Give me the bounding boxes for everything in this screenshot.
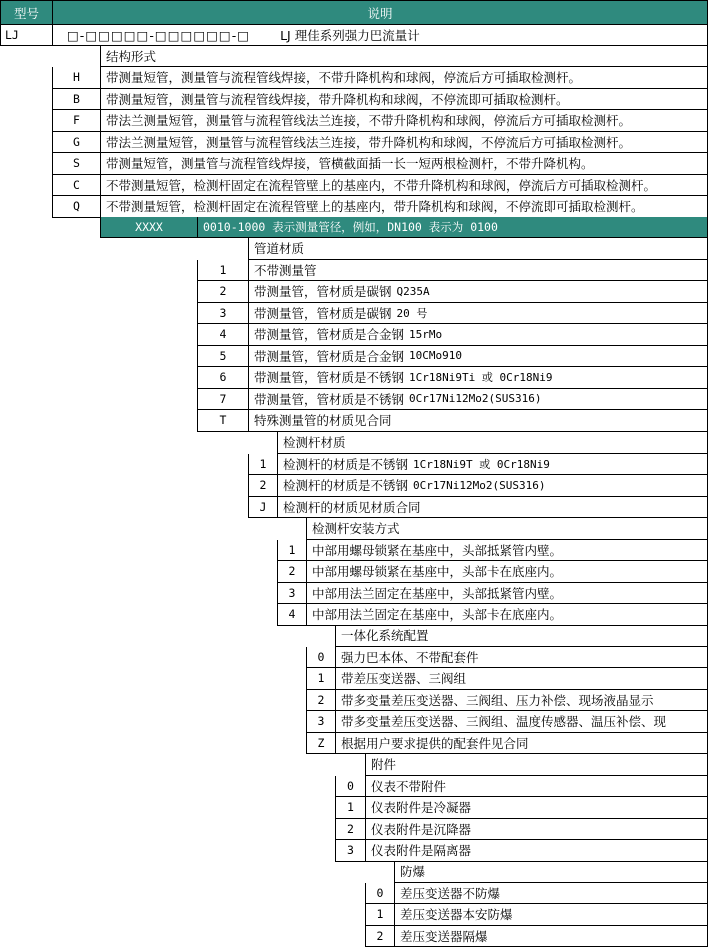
explosion-code xyxy=(365,926,394,948)
integration-code xyxy=(306,668,335,690)
model-row xyxy=(52,25,708,46)
integration-code xyxy=(306,690,335,712)
section-title: 附件 xyxy=(371,757,397,773)
option-code-value: 1 xyxy=(376,907,384,922)
section-title: 一体化系统配置 xyxy=(341,628,429,644)
option-material-grade: Q235A xyxy=(396,284,430,298)
option-code-value: Z xyxy=(317,735,325,750)
structure-title: 结构形式 xyxy=(100,46,708,67)
structure-code xyxy=(52,196,100,218)
structure-code-value: H xyxy=(73,70,80,85)
option-description: 检测杆的材质是不锈钢 xyxy=(283,478,409,494)
option-code-value: J xyxy=(259,499,267,514)
option-code-value: 1 xyxy=(317,671,325,686)
pipe-material-row xyxy=(248,367,708,389)
structure-code xyxy=(52,153,100,175)
structure-code-value: B xyxy=(73,91,80,106)
accessory-row xyxy=(365,797,708,819)
rod-install-row xyxy=(306,583,708,605)
accessory-code xyxy=(335,776,365,798)
option-description: 检测杆的材质是不锈钢 xyxy=(283,456,409,472)
option-code-value: 7 xyxy=(219,391,227,406)
option-description: 带测量管，管材质是不锈钢 xyxy=(254,370,405,386)
option-description: 带测量管，管材质是合金钢 xyxy=(254,327,405,343)
option-code-value: 6 xyxy=(219,370,227,385)
structure-row xyxy=(100,196,708,218)
series-name: LJ 理佳系列强力巴流量计 xyxy=(280,28,420,43)
rod-install-code xyxy=(277,583,306,605)
option-description: 带测量管，管材质是不锈钢 xyxy=(254,391,405,407)
accessory-row xyxy=(365,840,708,862)
option-code-value: 0 xyxy=(317,649,325,664)
rod-install-code xyxy=(277,540,306,562)
integration-row xyxy=(335,733,708,755)
structure-description: 带测量短管，测量管与流程管线焊接，不带升降机构和球阀，停流后方可插取检测杆。 xyxy=(106,70,582,86)
rod-material-row xyxy=(277,497,708,519)
diameter-description: 0010-1000 表示测量管径，例如，DN100 表示为 0100 xyxy=(203,220,498,234)
structure-row xyxy=(100,89,708,111)
rod-material-code xyxy=(248,454,277,476)
integration-row xyxy=(335,711,708,733)
option-description: 仪表附件是冷凝器 xyxy=(371,800,472,816)
explosion-row xyxy=(394,883,708,905)
option-code-value: 2 xyxy=(259,478,267,493)
integration-code xyxy=(306,733,335,755)
pipe-material-code xyxy=(197,389,248,411)
option-description: 根据用户要求提供的配套件见合同 xyxy=(341,735,529,751)
option-code-value: 3 xyxy=(219,305,227,320)
structure-row xyxy=(100,153,708,175)
rod-install-code xyxy=(277,561,306,583)
structure-code-value: C xyxy=(73,177,80,192)
pipe-material-code xyxy=(197,281,248,303)
structure-code-value: G xyxy=(73,134,80,149)
option-code-value: 3 xyxy=(288,585,296,600)
structure-description: 带测量短管，测量管与流程管线焊接，带升降机构和球阀，不停流即可插取检测杆。 xyxy=(106,91,569,107)
structure-code xyxy=(52,110,100,132)
pipe-material-row xyxy=(248,324,708,346)
structure-row xyxy=(100,132,708,154)
option-code-value: 2 xyxy=(317,692,325,707)
rod-install-title xyxy=(306,518,708,540)
option-code-value: 4 xyxy=(288,607,296,622)
header-model: 型号 xyxy=(0,0,52,25)
explosion-row xyxy=(394,904,708,926)
pipe-material-row xyxy=(248,303,708,325)
rod-material-code xyxy=(248,497,277,519)
option-description: 检测杆的材质见材质合同 xyxy=(283,499,421,515)
pipe-material-row xyxy=(248,260,708,282)
pipe-material-title xyxy=(248,238,708,260)
integration-row xyxy=(335,690,708,712)
option-description: 强力巴本体、不带配套件 xyxy=(341,649,479,665)
option-description: 差压变送器不防爆 xyxy=(400,885,501,901)
accessory-code xyxy=(335,819,365,841)
integration-title xyxy=(335,625,708,647)
structure-code-value: Q xyxy=(73,199,80,214)
rod-material-row xyxy=(277,454,708,476)
structure-row xyxy=(100,110,708,132)
option-description: 中部用法兰固定在基座中，头部抵紧管内壁。 xyxy=(312,585,563,601)
option-description: 仪表附件是隔离器 xyxy=(371,843,472,859)
option-code-value: 2 xyxy=(347,821,354,836)
diameter-text xyxy=(197,217,708,238)
option-description: 带测量管，管材质是合金钢 xyxy=(254,348,405,364)
option-material-grade: 1Cr18Ni9T 或 0Cr18Ni9 xyxy=(413,457,550,471)
diameter-code: XXXX xyxy=(100,217,197,238)
option-material-grade: 1Cr18Ni9Ti 或 0Cr18Ni9 xyxy=(409,371,553,385)
option-code-value: 3 xyxy=(317,714,325,729)
section-title: 检测杆安装方式 xyxy=(312,521,400,537)
explosion-title xyxy=(394,861,708,883)
option-material-grade: 0Cr17Ni12Mo2(SUS316) xyxy=(413,478,546,492)
option-description: 带多变量差压变送器、三阀组、温度传感器、温压补偿、现 xyxy=(341,714,667,730)
explosion-code xyxy=(365,883,394,905)
header-description: 说明 xyxy=(52,0,708,25)
structure-code xyxy=(52,132,100,154)
option-description: 特殊测量管的材质见合同 xyxy=(254,413,392,429)
option-description: 中部用螺母锁紧在基座中，头部抵紧管内壁。 xyxy=(312,542,563,558)
structure-row xyxy=(100,67,708,89)
option-material-grade: 0Cr17Ni12Mo2(SUS316) xyxy=(409,392,542,406)
option-code-value: 1 xyxy=(288,542,296,557)
pipe-material-code xyxy=(197,346,248,368)
pipe-material-code xyxy=(197,303,248,325)
rod-install-code xyxy=(277,604,306,626)
option-description: 带多变量差压变送器、三阀组、压力补偿、现场液晶显示 xyxy=(341,692,654,708)
option-code-value: 2 xyxy=(219,284,227,299)
structure-code-value: F xyxy=(73,113,80,128)
accessory-code xyxy=(335,840,365,862)
structure-description: 不带测量短管，检测杆固定在流程管壁上的基座内，带升降机构和球阀，不停流即可插取检测杆。 xyxy=(106,199,644,215)
option-code-value: 0 xyxy=(347,778,354,793)
option-description: 仪表不带附件 xyxy=(371,778,447,794)
integration-row xyxy=(335,668,708,690)
structure-code xyxy=(52,67,100,89)
accessory-title xyxy=(365,754,708,776)
option-description: 差压变送器本安防爆 xyxy=(400,907,513,923)
integration-code xyxy=(306,647,335,669)
section-title: 防爆 xyxy=(400,864,426,880)
structure-row xyxy=(100,175,708,197)
option-material-grade: 15rMo xyxy=(409,327,443,341)
option-code-value: 1 xyxy=(219,262,227,277)
option-code-value: 1 xyxy=(259,456,267,471)
option-code-value: 0 xyxy=(376,885,384,900)
option-description: 差压变送器隔爆 xyxy=(400,928,488,944)
rod-install-row xyxy=(306,561,708,583)
pipe-material-code xyxy=(197,367,248,389)
integration-row xyxy=(335,647,708,669)
rod-material-code xyxy=(248,475,277,497)
pipe-material-row xyxy=(248,389,708,411)
explosion-row xyxy=(394,926,708,948)
structure-code xyxy=(52,89,100,111)
pipe-material-row xyxy=(248,281,708,303)
structure-description: 带测量短管，测量管与流程管线焊接，管横截面插一长一短两根检测杆，不带升降机构。 xyxy=(106,156,594,172)
pipe-material-row xyxy=(248,346,708,368)
explosion-code xyxy=(365,904,394,926)
option-description: 带测量管，管材质是碳钢 xyxy=(254,284,392,300)
option-code-value: T xyxy=(219,413,227,428)
section-title: 检测杆材质 xyxy=(283,435,346,451)
model-code: LJ xyxy=(0,25,52,46)
structure-description: 带法兰测量短管，测量管与流程管线法兰连接，不带升降机构和球阀，停流后方可插取检测杆。 xyxy=(106,113,632,129)
rod-install-row xyxy=(306,540,708,562)
structure-description: 带法兰测量短管，测量管与流程管线法兰连接，带升降机构和球阀，不停流后方可插取检测杆。 xyxy=(106,134,632,150)
option-material-grade: 10CMo910 xyxy=(409,349,462,363)
option-code-value: 2 xyxy=(288,564,296,579)
pipe-material-code xyxy=(197,410,248,432)
option-description: 仪表附件是沉降器 xyxy=(371,821,472,837)
rod-material-title xyxy=(277,432,708,454)
option-code-value: 3 xyxy=(347,843,354,858)
option-description: 不带测量管 xyxy=(254,262,317,278)
option-description: 带测量管，管材质是碳钢 xyxy=(254,305,392,321)
option-code-value: 1 xyxy=(347,800,354,815)
model-pattern: □-□□□□□-□□□□□□-□ xyxy=(67,27,251,43)
structure-description: 不带测量短管，检测杆固定在流程管壁上的基座内，不带升降机构和球阀，停流后方可插取检测杆。 xyxy=(106,177,657,193)
rod-material-row xyxy=(277,475,708,497)
accessory-code xyxy=(335,797,365,819)
structure-code xyxy=(52,175,100,197)
option-description: 中部用法兰固定在基座中，头部卡在底座内。 xyxy=(312,607,563,623)
accessory-row xyxy=(365,776,708,798)
option-material-grade: 20 号 xyxy=(396,306,428,320)
option-code-value: 2 xyxy=(376,928,384,943)
option-description: 中部用螺母锁紧在基座中，头部卡在底座内。 xyxy=(312,564,563,580)
integration-code xyxy=(306,711,335,733)
option-code-value: 4 xyxy=(219,327,227,342)
structure-code-value: S xyxy=(73,156,80,171)
accessory-row xyxy=(365,819,708,841)
section-title: 管道材质 xyxy=(254,241,305,257)
pipe-material-code xyxy=(197,260,248,282)
pipe-material-code xyxy=(197,324,248,346)
rod-install-row xyxy=(306,604,708,626)
option-code-value: 5 xyxy=(219,348,227,363)
pipe-material-row xyxy=(248,410,708,432)
option-description: 带差压变送器、三阀组 xyxy=(341,671,467,687)
